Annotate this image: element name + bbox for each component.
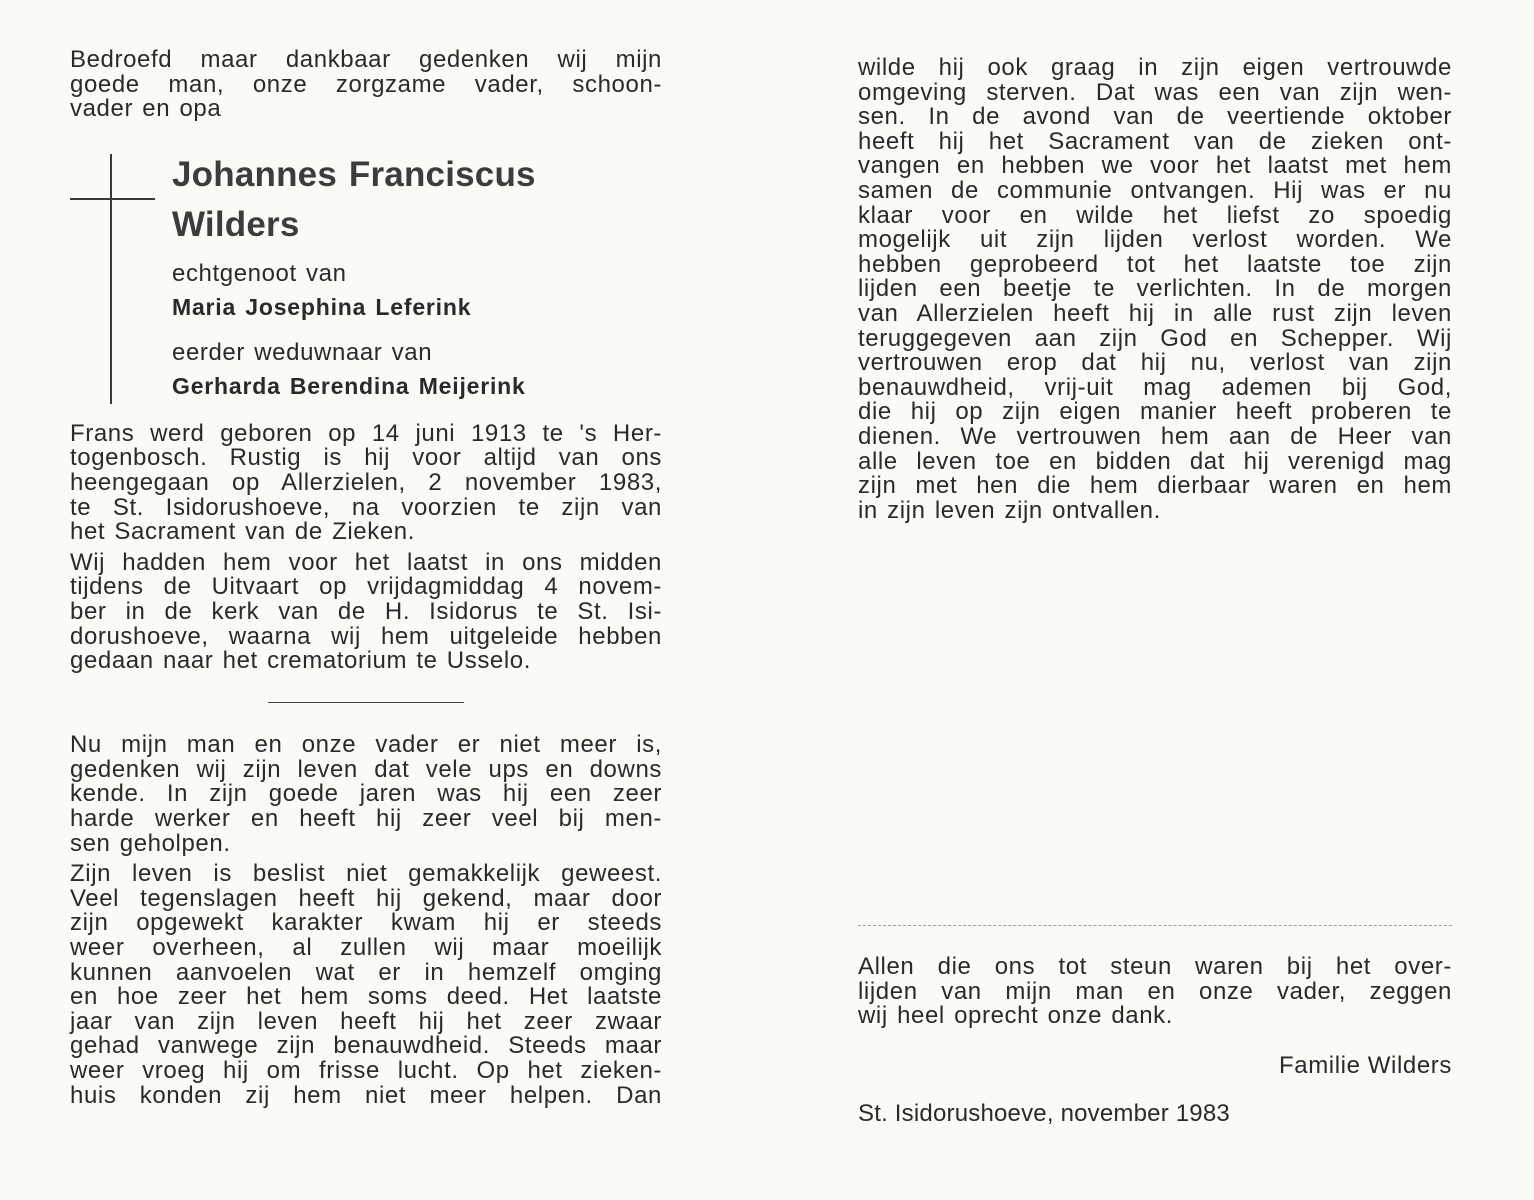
text-line: alle leven toe en bidden dat hij verenigd mag [858,447,1452,475]
memory-paragraph [70,733,662,856]
cross-icon [110,154,112,404]
text-line: sen. In de avond van de veertiende oktober [858,103,1452,131]
text-line: harde werker en heeft hij zeer veel bij men- [70,805,662,832]
text-line: Allen die ons tot steun waren bij het over- [858,953,1452,980]
intro-paragraph [70,48,662,122]
left-column [70,48,662,1114]
family-signature: Familie Wilders [1278,1052,1452,1079]
birth-paragraph [70,419,662,546]
place-date: St. Isidorushoeve, november 1983 [858,1100,1230,1127]
text-line: kende. In zijn goede jaren was hij een zeer [70,780,662,808]
text-line: omgeving sterven. Dat was een van zijn wen- [858,78,1452,106]
text-line: benauwdheid, vrij-uit mag ademen bij God, [858,373,1452,401]
spouse-label: echtgenoot van [172,259,347,287]
text-line: dienen. We vertrouwen hem aan de Heer van [858,422,1452,450]
deceased-name [172,150,536,250]
deceased-name-line: Wilders [172,204,300,244]
text-line: huis konden zij hem niet meer helpen. Dan [70,1081,662,1109]
intro-line: Bedroefd maar dankbaar gedenken wij mijn [70,46,662,73]
text-line: Wij hadden hem voor het laatst in ons midden [70,548,662,576]
text-line: jaar van zijn leven heeft hij het zeer zwaar [70,1007,662,1035]
text-line: het Sacrament van de Zieken. [70,518,415,546]
text-line: samen de communie ontvangen. Hij was er nu [858,176,1452,204]
funeral-paragraph [70,548,662,675]
text-line: in zijn leven zijn ontvallen. [858,496,1161,524]
text-line: Veel tegenslagen heeft hij gekend, maar door [70,884,662,912]
former-spouse-label: eerder weduwnaar van [172,338,433,366]
continuation-paragraph [858,56,1452,523]
text-line: kunnen aanvoelen wat er in hemzelf omging [70,958,662,986]
text-line: heeft hij het Sacrament van de zieken ont- [858,127,1452,155]
section-divider [858,925,1452,926]
life-paragraph [70,862,662,1108]
spouse-name: Maria Josephina Leferink [172,293,472,320]
text-line: wilde hij ook graag in zijn eigen vertrouwde [858,54,1452,81]
text-line: klaar voor en wilde het liefst zo spoedig [858,201,1452,229]
text-line: van Allerzielen heeft hij in alle rust zijn leven [858,299,1452,327]
text-line: te St. Isidorushoeve, na voorzien te zijn van [70,493,662,521]
text-line: Zijn leven is beslist niet gemakkelijk geweest. [70,860,662,888]
text-line: zijn met hen die hem dierbaar waren en hem [858,472,1452,500]
text-line: gehad vanwege zijn benauwdheid. Steeds maar [70,1032,662,1060]
former-spouse-name: Gerharda Berendina Meijerink [172,372,526,399]
text-line: togenbosch. Rustig is hij voor altijd van ons [70,444,662,472]
text-line: lijden van mijn man en onze vader, zeggen [858,977,1452,1005]
text-line: mogelijk uit zijn lijden verlost worden. We [858,226,1452,254]
text-line: gedaan naar het crematorium te Usselo. [70,647,532,675]
text-line: teruggegeven aan zijn God en Schepper. Wij [858,324,1452,352]
text-line: weer vroeg hij om frisse lucht. Op het zieken- [70,1056,662,1084]
text-line: weer overheen, al zullen wij maar moeilijk [70,933,662,961]
right-column [858,56,1452,529]
cross-icon-bar [70,198,155,200]
text-line: gedenken wij zijn leven dat vele ups en downs [70,755,662,783]
text-line: lijden een beetje te verlichten. In de morgen [858,275,1452,303]
text-line: vangen en hebben we voor het laatst met hem [858,152,1452,180]
deceased-name-line: Johannes Franciscus [172,154,536,194]
text-line: die hij op zijn eigen manier heeft proberen te [858,398,1452,426]
name-block [70,122,662,422]
text-line: Nu mijn man en onze vader er niet meer is, [70,731,662,759]
intro-line: vader en opa [70,95,222,123]
text-line: tijdens de Uitvaart op vrijdagmiddag 4 novem- [70,573,662,601]
text-line: zijn opgewekt karakter kwam hij er steeds [70,909,662,937]
text-line: wij heel oprecht onze dank. [858,1002,1174,1030]
text-line: heengegaan op Allerzielen, 2 november 1983, [70,468,662,496]
text-line: Frans werd geboren op 14 juni 1913 te 's Her- [70,419,662,447]
text-line: hebben geprobeerd tot het laatste toe zijn [858,250,1452,278]
text-line: dorushoeve, waarna wij hem uitgeleide hebben [70,622,662,650]
text-line: ber in de kerk van de H. Isidorus te St. Isi- [70,597,662,625]
text-line: en hoe zeer het hem soms deed. Het laatste [70,983,662,1011]
intro-line: goede man, onze zorgzame vader, schoon- [70,70,662,98]
text-line: sen geholpen. [70,829,231,857]
section-divider [268,702,464,704]
thanks-paragraph [858,955,1452,1029]
text-line: vertrouwen erop dat hij nu, verlost van zijn [858,349,1452,377]
